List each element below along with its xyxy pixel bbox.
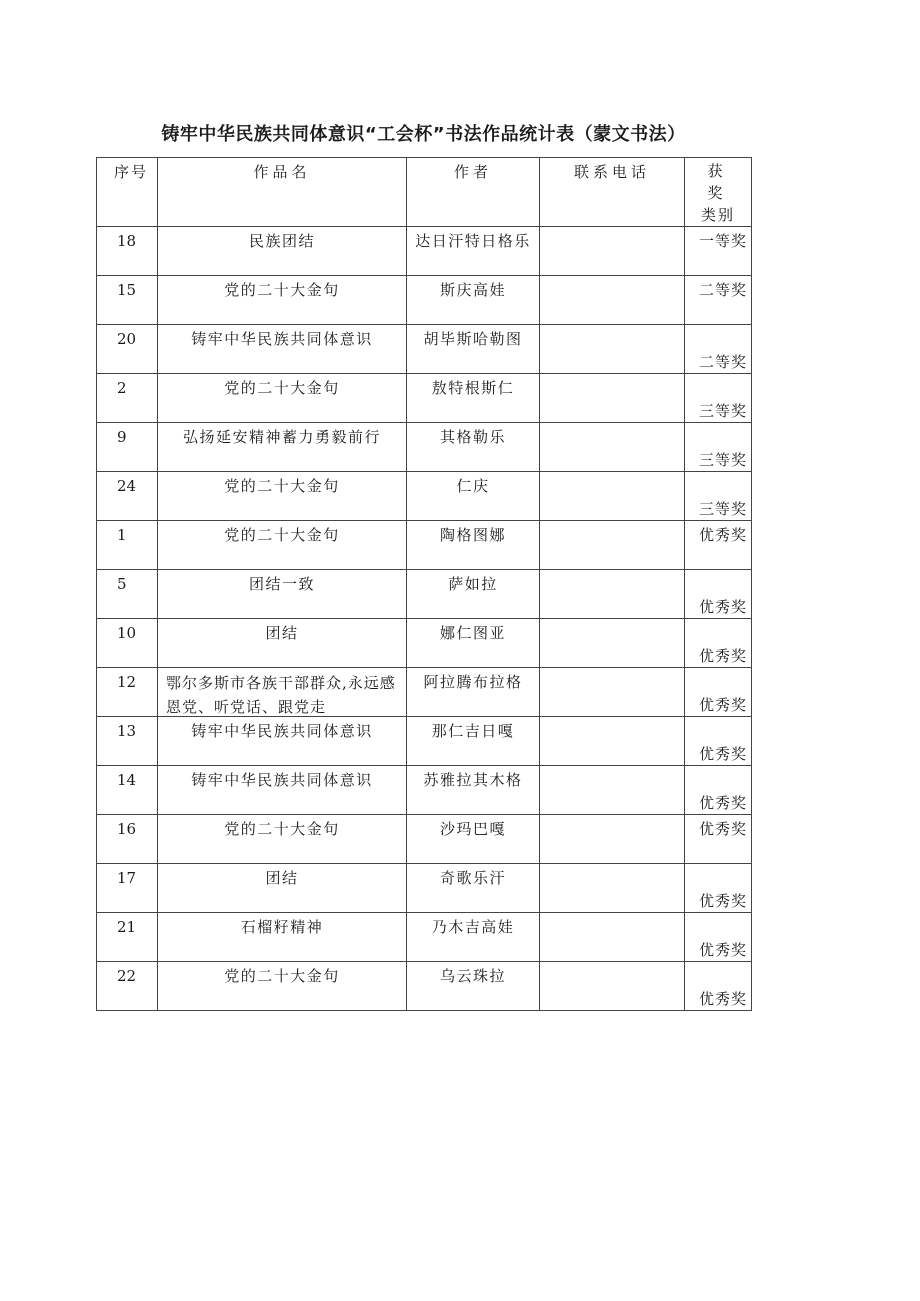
cell-work: 团结 <box>158 619 407 668</box>
cell-award <box>685 864 752 913</box>
cell-award <box>685 815 752 864</box>
table-row <box>97 423 752 472</box>
cell-phone <box>540 913 685 962</box>
award-label: 一等奖 <box>698 232 747 250</box>
cell-award <box>685 521 752 570</box>
cell-phone <box>540 619 685 668</box>
cell-phone <box>540 472 685 521</box>
table-row <box>97 619 752 668</box>
cell-author: 阿拉腾布拉格 <box>407 668 540 717</box>
cell-work: 党的二十大金句 <box>158 276 407 325</box>
award-label: 优秀奖 <box>698 820 747 838</box>
cell-author: 娜仁图亚 <box>407 619 540 668</box>
award-label: 优秀奖 <box>698 941 747 959</box>
cell-phone <box>540 815 685 864</box>
header-no: 序号 <box>97 158 158 227</box>
cell-author: 乌云珠拉 <box>407 962 540 1011</box>
table-row <box>97 521 752 570</box>
cell-author: 那仁吉日嘎 <box>407 717 540 766</box>
header-award <box>685 158 752 227</box>
cell-work: 鄂尔多斯市各族干部群众,永远感恩党、听党话、跟党走 <box>158 668 407 717</box>
cell-work: 铸牢中华民族共同体意识 <box>158 717 407 766</box>
cell-award <box>685 668 752 717</box>
table-row <box>97 325 752 374</box>
table-row <box>97 717 752 766</box>
award-label: 优秀奖 <box>698 598 747 616</box>
cell-work: 党的二十大金句 <box>158 374 407 423</box>
header-author: 作者 <box>407 158 540 227</box>
cell-phone <box>540 668 685 717</box>
cell-award <box>685 325 752 374</box>
cell-award <box>685 766 752 815</box>
cell-no: 10 <box>97 619 158 668</box>
cell-author: 奇歌乐汗 <box>407 864 540 913</box>
table-body <box>97 227 752 1011</box>
cell-no: 20 <box>97 325 158 374</box>
cell-work: 党的二十大金句 <box>158 472 407 521</box>
cell-phone <box>540 325 685 374</box>
cell-no: 13 <box>97 717 158 766</box>
cell-no: 14 <box>97 766 158 815</box>
table-row <box>97 472 752 521</box>
cell-no: 1 <box>97 521 158 570</box>
cell-author: 萨如拉 <box>407 570 540 619</box>
cell-author: 仁庆 <box>407 472 540 521</box>
table-row <box>97 570 752 619</box>
cell-work: 党的二十大金句 <box>158 521 407 570</box>
cell-no: 15 <box>97 276 158 325</box>
cell-no: 16 <box>97 815 158 864</box>
cell-work: 民族团结 <box>158 227 407 276</box>
cell-no: 5 <box>97 570 158 619</box>
table-row <box>97 276 752 325</box>
cell-author: 其格勒乐 <box>407 423 540 472</box>
cell-phone <box>540 766 685 815</box>
header-award-line2: 类别 <box>700 206 735 224</box>
cell-no: 9 <box>97 423 158 472</box>
cell-work: 团结 <box>158 864 407 913</box>
cell-work: 弘扬延安精神蓄力勇毅前行 <box>158 423 407 472</box>
cell-work: 团结一致 <box>158 570 407 619</box>
calligraphy-stats-table <box>96 157 752 1011</box>
document-title: 铸牢中华民族共同体意识“工会杯”书法作品统计表（蒙文书法） <box>161 124 686 145</box>
cell-work: 铸牢中华民族共同体意识 <box>158 766 407 815</box>
table-row <box>97 913 752 962</box>
cell-work: 党的二十大金句 <box>158 962 407 1011</box>
cell-author: 胡毕斯哈勒图 <box>407 325 540 374</box>
cell-author: 斯庆高娃 <box>407 276 540 325</box>
cell-phone <box>540 276 685 325</box>
cell-no: 2 <box>97 374 158 423</box>
award-label: 二等奖 <box>698 353 747 371</box>
cell-phone <box>540 864 685 913</box>
award-label: 优秀奖 <box>698 745 747 763</box>
table-header <box>97 158 752 227</box>
cell-award <box>685 717 752 766</box>
cell-phone <box>540 570 685 619</box>
award-label: 优秀奖 <box>698 892 747 910</box>
cell-phone <box>540 717 685 766</box>
cell-author: 陶格图娜 <box>407 521 540 570</box>
table-row <box>97 962 752 1011</box>
award-label: 优秀奖 <box>698 990 747 1008</box>
cell-work: 铸牢中华民族共同体意识 <box>158 325 407 374</box>
table-row <box>97 766 752 815</box>
cell-phone <box>540 423 685 472</box>
award-label: 优秀奖 <box>698 647 747 665</box>
cell-award <box>685 619 752 668</box>
table-row <box>97 668 752 717</box>
cell-no: 18 <box>97 227 158 276</box>
cell-no: 21 <box>97 913 158 962</box>
cell-award <box>685 962 752 1011</box>
cell-no: 17 <box>97 864 158 913</box>
table-row <box>97 864 752 913</box>
header-row <box>97 158 752 227</box>
cell-award <box>685 913 752 962</box>
cell-work: 石榴籽精神 <box>158 913 407 962</box>
award-label: 优秀奖 <box>698 526 747 544</box>
header-award-line1: 获奖 <box>707 162 739 202</box>
award-label: 二等奖 <box>698 281 747 299</box>
cell-award <box>685 227 752 276</box>
cell-phone <box>540 521 685 570</box>
award-label: 三等奖 <box>698 500 747 518</box>
cell-award <box>685 276 752 325</box>
cell-author: 沙玛巴嘎 <box>407 815 540 864</box>
cell-no: 12 <box>97 668 158 717</box>
award-label: 三等奖 <box>698 451 747 469</box>
award-label: 三等奖 <box>698 402 747 420</box>
table-row <box>97 227 752 276</box>
cell-award <box>685 472 752 521</box>
cell-author: 达日汗特日格乐 <box>407 227 540 276</box>
cell-phone <box>540 374 685 423</box>
award-label: 优秀奖 <box>698 696 747 714</box>
cell-award <box>685 423 752 472</box>
table-row <box>97 374 752 423</box>
cell-award <box>685 374 752 423</box>
table-row <box>97 815 752 864</box>
cell-author: 敖特根斯仁 <box>407 374 540 423</box>
cell-phone <box>540 227 685 276</box>
award-label: 优秀奖 <box>698 794 747 812</box>
cell-no: 22 <box>97 962 158 1011</box>
cell-no: 24 <box>97 472 158 521</box>
cell-work: 党的二十大金句 <box>158 815 407 864</box>
cell-author: 乃木吉高娃 <box>407 913 540 962</box>
cell-award <box>685 570 752 619</box>
cell-author: 苏雅拉其木格 <box>407 766 540 815</box>
header-phone: 联系电话 <box>540 158 685 227</box>
header-work: 作品名 <box>158 158 407 227</box>
cell-phone <box>540 962 685 1011</box>
